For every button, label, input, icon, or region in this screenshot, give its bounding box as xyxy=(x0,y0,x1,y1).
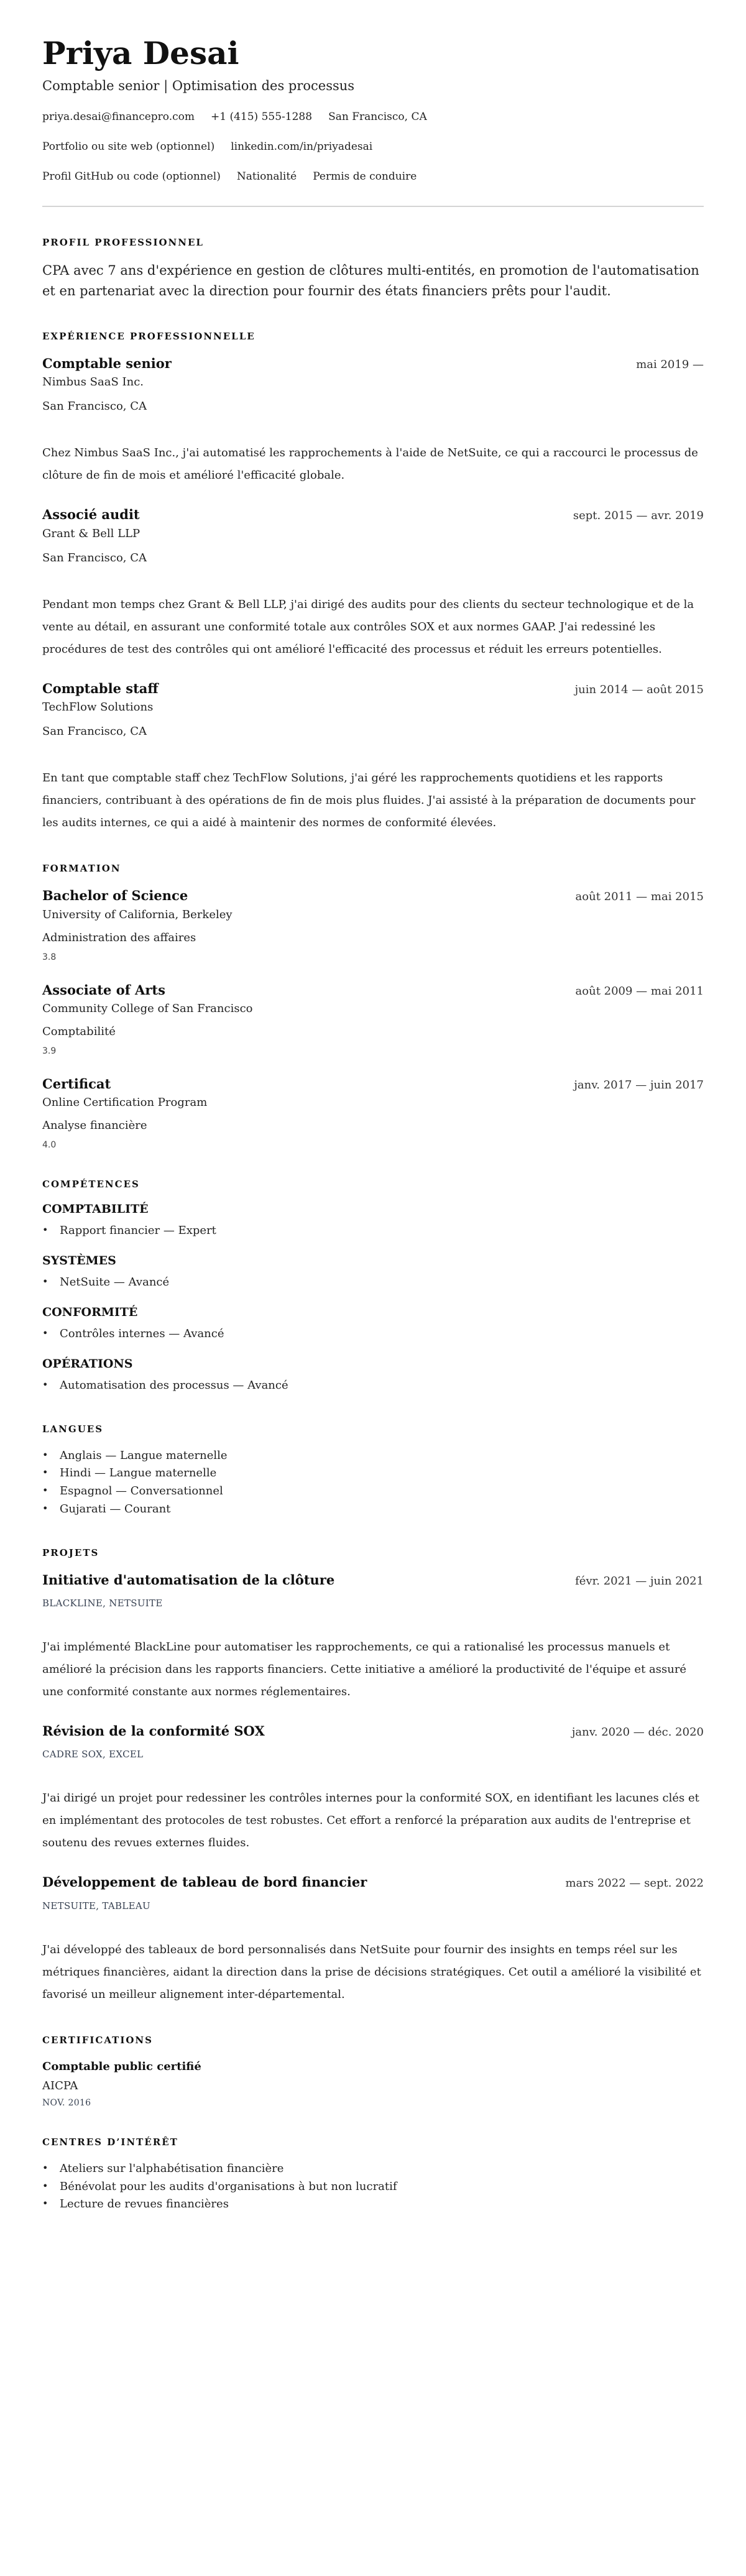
contact-portfolio[interactable]: Portfolio ou site web (optionnel) xyxy=(42,140,215,154)
project-tech: NETSUITE, TABLEAU xyxy=(42,1900,150,1911)
job-company: Grant & Bell LLP xyxy=(42,527,140,540)
section-languages xyxy=(42,1424,704,1519)
experience-item xyxy=(42,505,704,660)
contact-nationality: Nationalité xyxy=(236,170,297,183)
contact-linkedin[interactable]: linkedin.com/in/priyadesai xyxy=(231,140,373,154)
section-title-projects: PROJETS xyxy=(42,1547,99,1558)
certification-item xyxy=(42,2058,704,2108)
contact-email[interactable]: priya.desai@financepro.com xyxy=(42,111,195,124)
degree-dates: janv. 2017 — juin 2017 xyxy=(574,1078,704,1092)
contact-row-primary xyxy=(42,110,704,125)
education-item xyxy=(42,981,704,1056)
degree-title: Bachelor of Science xyxy=(42,888,188,904)
language-item: • Anglais — Langue maternelle xyxy=(42,1447,704,1465)
section-certifications xyxy=(42,2035,704,2108)
gpa-value: 4.0 xyxy=(42,1140,57,1151)
project-name: Développement de tableau de bord financier xyxy=(42,1874,367,1890)
section-title-education: FORMATION xyxy=(42,863,121,875)
candidate-headline: Comptable senior | Optimisation des processus xyxy=(42,78,355,93)
degree-dates: août 2011 — mai 2015 xyxy=(575,890,704,904)
section-experience xyxy=(42,331,704,834)
skill-group-title: SYSTÈMES xyxy=(42,1254,116,1268)
project-description: J'ai implémenté BlackLine pour automatiser les rapprochements, ce qui a rationalisé les processus manuels et amélioré la précision dans les rapports financiers. Cette initiative a amélioré la productivité de l'équipe et assuré une conformité constante aux normes réglementaires. xyxy=(42,1640,687,1699)
project-dates: janv. 2020 — déc. 2020 xyxy=(571,1726,704,1739)
study-field: Comptabilité xyxy=(42,1024,116,1038)
project-description: J'ai développé des tableaux de bord personnalisés dans NetSuite pour fournir des insights en temps réel sur les métriques financières, aidant la direction dans la prise de décisions stratégiques. Cet outil a amélioré la visibilité et favorisé un meilleur alignement inter-départemental. xyxy=(42,1943,701,2001)
section-projects xyxy=(42,1547,704,2006)
section-skills xyxy=(42,1179,704,1394)
skill-group xyxy=(42,1357,704,1395)
project-name: Initiative d'automatisation de la clôture xyxy=(42,1571,335,1588)
job-location: San Francisco, CA xyxy=(42,551,147,564)
experience-item xyxy=(42,679,704,834)
job-title: Comptable staff xyxy=(42,680,159,696)
skill-group-title: CONFORMITÉ xyxy=(42,1305,138,1319)
resume-header xyxy=(42,35,704,185)
project-dates: mars 2022 — sept. 2022 xyxy=(565,1877,704,1890)
skill-group xyxy=(42,1202,704,1240)
interest-item: • Lecture de revues financières xyxy=(42,2196,704,2214)
contact-row-extra xyxy=(42,170,704,185)
certification-name: Comptable public certifié xyxy=(42,2059,201,2073)
experience-item xyxy=(42,354,704,487)
school-name: Online Certification Program xyxy=(42,1096,208,1110)
job-location: San Francisco, CA xyxy=(42,400,147,413)
section-interests xyxy=(42,2137,704,2214)
section-summary xyxy=(42,237,704,302)
candidate-name: Priya Desai xyxy=(42,35,239,71)
education-item xyxy=(42,1075,704,1150)
language-item: • Espagnol — Conversationnel xyxy=(42,1483,704,1501)
study-field: Analyse financière xyxy=(42,1119,147,1133)
interest-item: • Ateliers sur l'alphabétisation financière xyxy=(42,2160,704,2178)
project-item xyxy=(42,1571,704,1703)
degree-title: Certificat xyxy=(42,1075,111,1092)
school-name: University of California, Berkeley xyxy=(42,908,233,921)
job-description: En tant que comptable staff chez TechFlow Solutions, j'ai géré les rapprochements quotidiens et les rapports financiers, contribuant à des opérations de fin de mois plus fluides. J'ai assisté à la préparation de documents pour les audits internes, ce qui a aidé à maintenir des normes de conformité élevées. xyxy=(42,771,696,830)
project-item xyxy=(42,1873,704,2005)
certification-date: NOV. 2016 xyxy=(42,2097,91,2108)
skill-group xyxy=(42,1305,704,1343)
summary-text: CPA avec 7 ans d'expérience en gestion de clôtures multi-entités, en promotion de l'automatisation et en partenariat avec la direction pour fournir des états financiers prêts pour l'audit. xyxy=(42,262,699,299)
project-item xyxy=(42,1722,704,1854)
section-title-skills: COMPÉTENCES xyxy=(42,1179,140,1190)
section-title-certifications: CERTIFICATIONS xyxy=(42,2034,153,2046)
skill-group-title: OPÉRATIONS xyxy=(42,1356,133,1371)
section-title-interests: CENTRES D’INTÉRÊT xyxy=(42,2136,178,2148)
job-title: Comptable senior xyxy=(42,355,172,371)
education-item xyxy=(42,886,704,962)
header-divider xyxy=(42,206,704,207)
degree-dates: août 2009 — mai 2011 xyxy=(575,984,704,998)
project-tech: CADRE SOX, EXCEL xyxy=(42,1749,144,1760)
job-company: TechFlow Solutions xyxy=(42,701,154,714)
section-title-summary: PROFIL PROFESSIONNEL xyxy=(42,236,204,248)
section-title-experience: EXPÉRIENCE PROFESSIONNELLE xyxy=(42,330,256,342)
project-name: Révision de la conformité SOX xyxy=(42,1723,265,1739)
skill-item: • NetSuite — Avancé xyxy=(42,1274,704,1292)
school-name: Community College of San Francisco xyxy=(42,1001,253,1015)
skill-item: • Automatisation des processus — Avancé xyxy=(42,1377,704,1395)
gpa-value: 3.8 xyxy=(42,952,57,962)
contact-phone[interactable]: +1 (415) 555-1288 xyxy=(211,111,313,124)
job-company: Nimbus SaaS Inc. xyxy=(42,375,144,389)
language-item: • Gujarati — Courant xyxy=(42,1501,704,1519)
job-dates: mai 2019 — xyxy=(636,357,704,371)
degree-title: Associate of Arts xyxy=(42,982,165,998)
job-location: San Francisco, CA xyxy=(42,725,147,738)
contact-github[interactable]: Profil GitHub ou code (optionnel) xyxy=(42,170,221,183)
job-title: Associé audit xyxy=(42,507,140,523)
project-dates: févr. 2021 — juin 2021 xyxy=(575,1574,704,1588)
skill-group-title: COMPTABILITÉ xyxy=(42,1202,149,1217)
skill-item: • Rapport financier — Expert xyxy=(42,1222,704,1240)
contact-location: San Francisco, CA xyxy=(328,111,427,124)
contact-driving-license: Permis de conduire xyxy=(313,170,417,183)
study-field: Administration des affaires xyxy=(42,931,196,944)
job-dates: sept. 2015 — avr. 2019 xyxy=(573,509,704,523)
skill-item: • Contrôles internes — Avancé xyxy=(42,1325,704,1343)
interest-item: • Bénévolat pour les audits d'organisations à but non lucratif xyxy=(42,2178,704,2196)
section-education xyxy=(42,863,704,1150)
contact-row-links xyxy=(42,140,704,155)
section-title-languages: LANGUES xyxy=(42,1423,104,1435)
gpa-value: 3.9 xyxy=(42,1046,57,1056)
job-description: Pendant mon temps chez Grant & Bell LLP, j'ai dirigé des audits pour des clients du secteur technologique et de la vente au détail, en assurant une conformité totale aux contrôles SOX et aux normes GAAP. J'ai redessiné les procédures de test des contrôles qui ont amélioré l'efficacité des processus et réduit les erreurs potentielles. xyxy=(42,597,694,656)
job-dates: juin 2014 — août 2015 xyxy=(574,683,704,696)
project-tech: BLACKLINE, NETSUITE xyxy=(42,1598,163,1609)
job-description: Chez Nimbus SaaS Inc., j'ai automatisé les rapprochements à l'aide de NetSuite, ce qui a raccourci le processus de clôture de fin de mois et amélioré l'efficacité globale. xyxy=(42,446,698,482)
skill-group xyxy=(42,1254,704,1292)
certification-issuer: AICPA xyxy=(42,2079,78,2092)
project-description: J'ai dirigé un projet pour redessiner les contrôles internes pour la conformité SOX, en identifiant les lacunes clés et en implémentant des protocoles de test robustes. Cet effort a renforcé la préparation aux audits de l'entreprise et soutenu des revues externes fluides. xyxy=(42,1792,699,1850)
language-item: • Hindi — Langue maternelle xyxy=(42,1465,704,1483)
